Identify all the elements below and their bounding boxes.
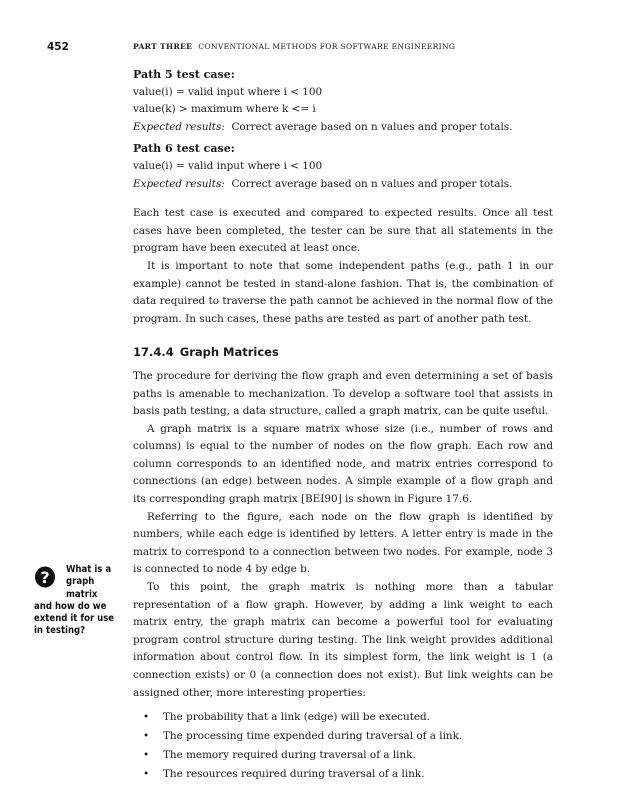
path6-line1: value(i) = valid input where i < 100 <box>133 159 323 172</box>
path5-expected <box>133 119 553 137</box>
paragraph: A graph matrix is a square matrix whose size (i.e., number of rows and columns) is equal to the number of nodes on the flow graph. Each row and column corresponds to an identified node, and matrix entries correspond to connections (an edge) between nodes. A simple example of a flow graph and its corresponding graph matrix [BEI90] is shown in Figure 17.6. <box>133 422 553 506</box>
path5-line2: value(k) > maximum where k <= i <box>133 103 316 116</box>
question-mark-icon <box>34 566 56 588</box>
running-title <box>133 42 455 51</box>
paragraph: The procedure for deriving the flow graph and even determining a set of basis paths is amenable to mechanization. To develop a software tool that assists in basis path testing, a data structure, called a graph matrix, can be quite useful. <box>133 369 553 418</box>
list-item: • The processing time expended during traversal of a link. <box>133 727 553 746</box>
expected-label: Expected results: <box>133 177 225 190</box>
expected-text: Correct average based on n values and proper totals. <box>231 120 513 133</box>
page-number: 452 <box>47 41 69 53</box>
path6-expected <box>133 176 553 194</box>
expected-text: Correct average based on n values and proper totals. <box>231 177 513 190</box>
note-line: graph matrix <box>66 576 98 600</box>
svg-text:?: ? <box>40 568 50 587</box>
path5-title: Path 5 test case: <box>133 68 235 81</box>
chapter-label: CONVENTIONAL METHODS FOR SOFTWARE ENGINEERING <box>198 42 456 51</box>
paragraph: To this point, the graph matrix is nothing more than a tabular representation of a flow graph. However, by adding a link weight to each matrix entry, the graph matrix can become a powerful tool for evaluating program control structure during testing. The link weight provides additional information about control flow. In its simplest form, the link weight is 1 (a connection exists) or 0 (a connection does not exist). But link weights can be assigned other, more interesting properties: <box>133 581 553 699</box>
expected-label: Expected results: <box>133 120 225 133</box>
section-title: Graph Matrices <box>179 345 279 360</box>
note-line: extend it for use <box>34 613 115 625</box>
paragraph: It is important to note that some independent paths (e.g., path 1 in our example) cannot be tested in stand-alone fashion. That is, the combination of data required to traverse the path cannot be achieved in the normal flow of the program. In such cases, these paths are tested as part of another path test. <box>133 259 553 325</box>
margin-question-note <box>34 564 126 638</box>
note-line: What is a <box>66 564 112 575</box>
paragraph: Referring to the figure, each node on the flow graph is identified by numbers, while each edge is identified by letters. A letter entry is made in the matrix to correspond to a connection between two nodes. For example, node 3 is connected to node 4 by edge b. <box>133 510 553 576</box>
part-label: PART THREE <box>133 42 193 51</box>
note-line: in testing? <box>34 625 86 637</box>
section-number: 17.4.4 <box>133 345 174 360</box>
path5-test-case <box>133 66 553 136</box>
running-header <box>0 41 637 55</box>
path5-line1: value(i) = valid input where i < 100 <box>133 85 323 98</box>
list-item: • The memory required during traversal of a link. <box>133 746 553 765</box>
paragraph: Each test case is executed and compared to expected results. Once all test cases have been completed, the tester can be sure that all statements in the program have been executed at least once. <box>133 207 553 255</box>
path6-title: Path 6 test case: <box>133 142 235 156</box>
note-line: and how do we <box>34 600 107 612</box>
path6-test-case <box>133 140 553 193</box>
main-content <box>133 66 553 784</box>
section-heading <box>133 344 553 362</box>
bullet-list <box>133 708 553 784</box>
list-item: • The probability that a link (edge) will be executed. <box>133 708 553 727</box>
list-item: • The resources required during traversal of a link. <box>133 765 553 784</box>
